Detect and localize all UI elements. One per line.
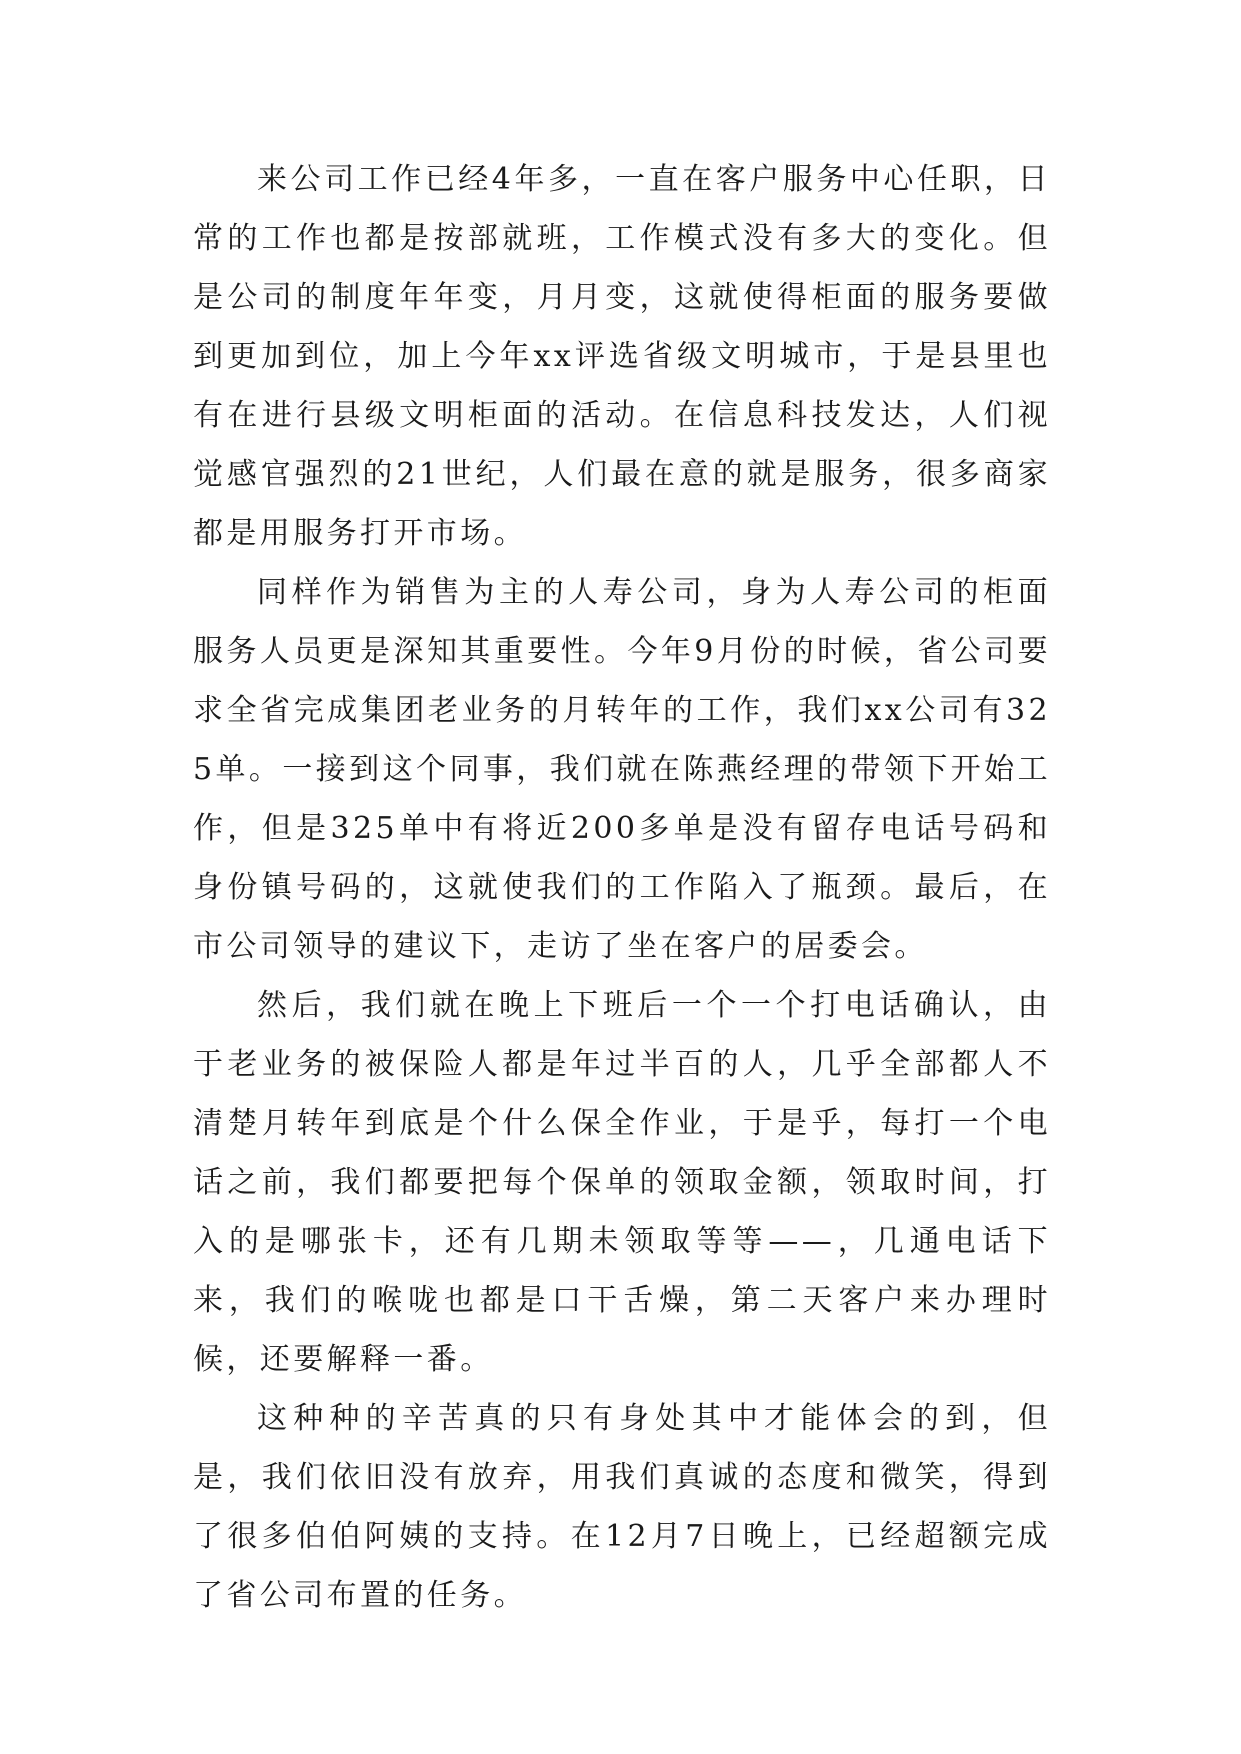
paragraph-3: 然后，我们就在晚上下班后一个一个打电话确认，由于老业务的被保险人都是年过半百的人，几乎全部都人不清楚月转年到底是个什么保全作业，于是乎，每打一个电话之前，我们都要把每个保单的领取金额，领取时间，打入的是哪张卡，还有几期未领取等等——，几通电话下来，我们的喉咙也都是口干舌燥，第二天客户来办理时候，还要解释一番。 (193, 988, 1051, 1377)
document-body (193, 150, 1051, 1625)
paragraph-1: 来公司工作已经4年多，一直在客户服务中心任职，日常的工作也都是按部就班，工作模式没有多大的变化。但是公司的制度年年变，月月变，这就使得柜面的服务要做到更加到位，加上今年xx评选省级文明城市，于是县里也有在进行县级文明柜面的活动。在信息科技发达，人们视觉感官强烈的21世纪，人们最在意的就是服务，很多商家都是用服务打开市场。 (193, 162, 1051, 551)
paragraph-2: 同样作为销售为主的人寿公司，身为人寿公司的柜面服务人员更是深知其重要性。今年9月份的时候，省公司要求全省完成集团老业务的月转年的工作，我们xx公司有325单。一接到这个同事，我们就在陈燕经理的带领下开始工作，但是325单中有将近200多单是没有留存电话号码和身份镇号码的，这就使我们的工作陷入了瓶颈。最后，在市公司领导的建议下，走访了坐在客户的居委会。 (193, 575, 1051, 964)
paragraph-4: 这种种的辛苦真的只有身处其中才能体会的到，但是，我们依旧没有放弃，用我们真诚的态度和微笑，得到了很多伯伯阿姨的支持。在12月7日晚上，已经超额完成了省公司布置的任务。 (193, 1401, 1051, 1613)
